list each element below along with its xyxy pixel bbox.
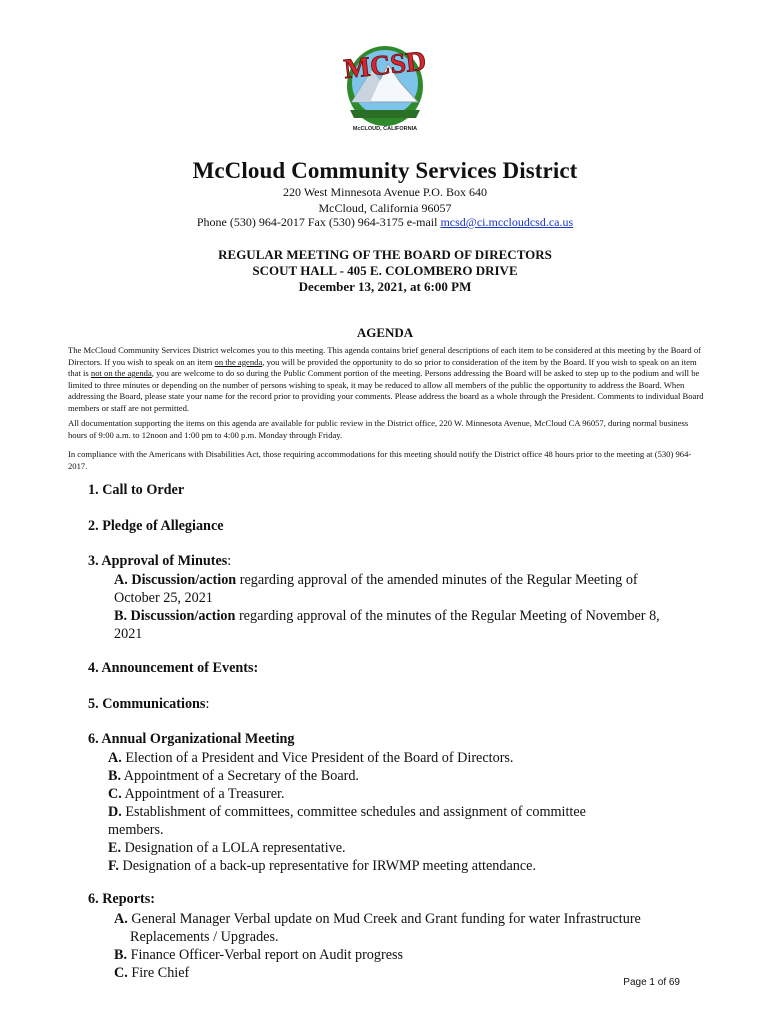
item-call-to-order: 1. Call to Order xyxy=(88,482,185,498)
item-pledge: 2. Pledge of Allegiance xyxy=(88,518,224,534)
documentation-notice: All documentation supporting the items on this agenda are available for public review in the District office, 220 W. Minnesota Avenue, McCloud CA 96057, during normal business hours of 9:00 a.m. to 12noon and 1:00 pm to 4:00 p.m. Monday through Friday. xyxy=(68,418,689,440)
item-reports: 6. Reports: xyxy=(88,891,155,907)
address-line-1: 220 West Minnesota Avenue P.O. Box 640 xyxy=(283,185,487,199)
item-annual-organizational-meeting: 6. Annual Organizational Meeting xyxy=(88,731,295,747)
item-announcements: 4. Announcement of Events: xyxy=(88,660,259,676)
svg-text:MCSD: MCSD xyxy=(342,45,428,86)
item-3b: B. Discussion/action regarding approval of the minutes of the Regular Meeting of November 8, xyxy=(114,608,660,624)
item-6e: E. Designation of a LOLA representative. xyxy=(108,840,346,856)
item-reports-a: A. General Manager Verbal update on Mud Creek and Grant funding for water Infrastructure xyxy=(114,911,641,927)
contact-line xyxy=(0,215,770,230)
item-reports-a-cont: Replacements / Upgrades. xyxy=(130,929,279,945)
item-approval-minutes: 3. Approval of Minutes: xyxy=(88,553,232,569)
mcsd-logo xyxy=(330,36,440,136)
item-6d: D. Establishment of committees, committee schedules and assignment of committee xyxy=(108,804,586,820)
item-3a: A. Discussion/action regarding approval of the amended minutes of the Regular Meeting of xyxy=(114,572,638,588)
ada-notice: In compliance with the Americans with Disabilities Act, those requiring accommodations for this meeting should notify the District office 48 hours prior to the meeting at (530) 964-2017. xyxy=(68,449,692,471)
meeting-title: REGULAR MEETING OF THE BOARD OF DIRECTORS xyxy=(218,247,552,262)
item-reports-b: B. Finance Officer-Verbal report on Audit progress xyxy=(114,947,404,963)
contact-prefix: Phone (530) 964-2017 Fax (530) 964-3175 e-mail xyxy=(196,215,441,229)
email-link[interactable]: mcsd@ci.mccloudcsd.ca.us xyxy=(440,215,574,229)
item-reports-c: C. Fire Chief xyxy=(114,965,190,981)
meeting-date: December 13, 2021, at 6:00 PM xyxy=(298,279,472,294)
item-6a: A. Election of a President and Vice President of the Board of Directors. xyxy=(108,750,514,766)
item-6c: C. Appointment of a Treasurer. xyxy=(108,786,285,802)
svg-text:McCLOUD, CALIFORNIA: McCLOUD, CALIFORNIA xyxy=(352,126,418,132)
item-3b-cont: 2021 xyxy=(114,626,143,642)
item-6d-cont: members. xyxy=(108,822,164,838)
page-number: Page 1 of 69 xyxy=(623,977,680,988)
item-6f: F. Designation of a back-up representative for IRWMP meeting attendance. xyxy=(108,858,536,874)
item-3a-cont: October 25, 2021 xyxy=(114,590,213,606)
address-line-2: McCloud, California 96057 xyxy=(318,201,452,215)
meeting-location: SCOUT HALL - 405 E. COLOMBERO DRIVE xyxy=(252,263,518,278)
item-communications: 5. Communications: xyxy=(88,696,210,712)
organization-title: McCloud Community Services District xyxy=(192,158,578,183)
item-6b: B. Appointment of a Secretary of the Board. xyxy=(108,768,359,784)
agenda-heading: AGENDA xyxy=(356,325,414,340)
public-comment-notice: The McCloud Community Services District welcomes you to this meeting. This agenda contains brief general descriptions of each item to be considered at this meeting by the Board of Directors. If you wish to speak on an item on the agenda, you will be provided the opportunity to do so prior to consideration of the item by the Board. If you wish to speak on an item that is not on the agenda, you are welcome to do so during the Public Comment portion of the meeting. Persons addressing the Board will be asked to step up to the podium and will be limited to three minutes or depending on the number of persons wishing to speak, it may be reduced to allow all members of the public the opportunity to address the Board. When addressing the Board, please state your name for the record prior to providing your comments. Please address the board as a whole through the President. Comments to individual Board members or staff are not permitted. xyxy=(68,345,704,413)
